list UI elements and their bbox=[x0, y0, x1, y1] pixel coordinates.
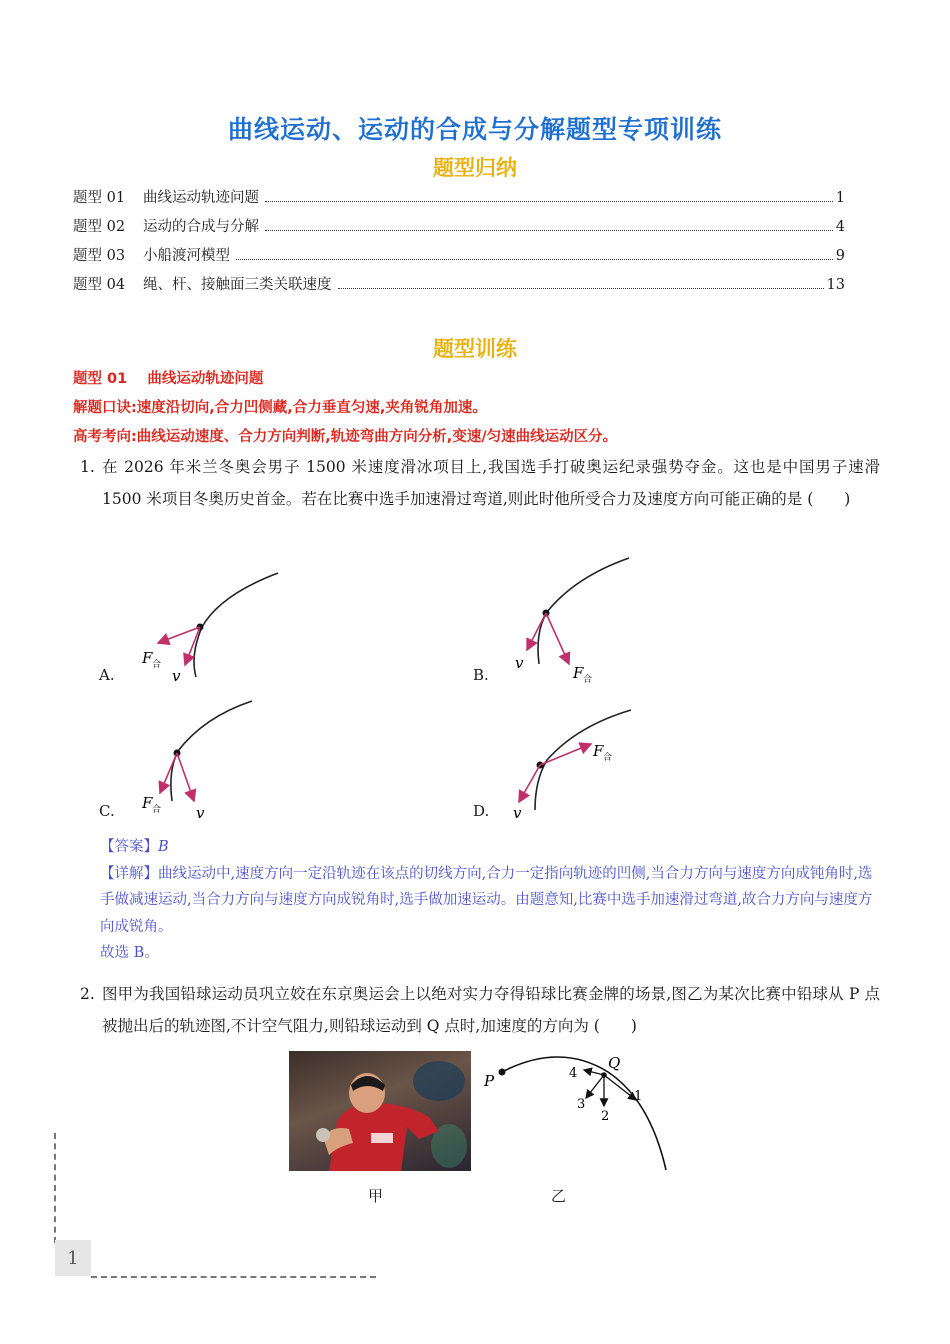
page-border-vertical bbox=[54, 1133, 56, 1243]
toc-page: 13 bbox=[826, 277, 845, 293]
detail-line bbox=[100, 861, 880, 941]
point-p bbox=[499, 1069, 506, 1076]
toc-page: 9 bbox=[835, 248, 845, 264]
toc-code: 题型 02 bbox=[73, 219, 126, 235]
toc-leader bbox=[265, 200, 833, 202]
athlete-illustration bbox=[289, 1051, 471, 1171]
force-subscript: 合 bbox=[152, 805, 162, 815]
point-p-label: P bbox=[484, 1072, 495, 1090]
page-title: 曲线运动、运动的合成与分解题型专项训练 bbox=[227, 115, 722, 144]
answer-tag: 【答案】 bbox=[100, 839, 158, 855]
option-c-label[interactable]: C. bbox=[99, 802, 115, 820]
arrow-1 bbox=[604, 1075, 636, 1100]
toc-code: 题型 03 bbox=[73, 248, 126, 264]
question-text: 图甲为我国铅球运动员巩立姣在东京奥运会上以绝对实力夺得铅球比赛金牌的场景,图乙为某次比赛中铅球从 P 点被抛出后的轨迹图,不计空气阻力,则铅球运动到 Q 点时,加速度的方向为 ( ) bbox=[102, 985, 880, 1035]
trajectory-curve bbox=[538, 558, 629, 664]
force-arrow bbox=[540, 744, 591, 765]
force-label: F bbox=[593, 742, 604, 760]
option-c-diagram bbox=[132, 695, 262, 825]
section-title: 题型 01 曲线运动轨迹问题 bbox=[73, 371, 264, 387]
toc-name: 绳、杆、接触面三类关联速度 bbox=[143, 277, 332, 293]
table-of-contents bbox=[73, 186, 845, 302]
force-label: F bbox=[573, 664, 584, 682]
velocity-label: v bbox=[196, 804, 205, 822]
detail-text: 曲线运动中,速度方向一定沿轨迹在该点的切线方向,合力一定指向轨迹的凹侧,当合力方向与速度方向成钝角时,选手做减速运动,当合力方向与速度方向成锐角时,选手做加速运动。由题意知,比赛中选手加速滑过弯道,故合力方向与速度方向成锐角。 bbox=[100, 865, 873, 935]
force-label: F bbox=[142, 649, 153, 667]
velocity-arrow bbox=[519, 765, 540, 802]
force-subscript: 合 bbox=[152, 660, 162, 670]
velocity-arrow bbox=[527, 613, 546, 650]
detail-tag: 【详解】 bbox=[100, 865, 158, 882]
arrow-4 bbox=[584, 1070, 604, 1075]
force-arrow bbox=[546, 613, 569, 664]
training-heading: 题型训练 bbox=[433, 337, 517, 361]
toc-row[interactable] bbox=[73, 244, 845, 273]
figure-b-caption: 乙 bbox=[551, 1187, 567, 1205]
question-2 bbox=[80, 978, 880, 1042]
velocity-label: v bbox=[515, 654, 524, 672]
toc-row[interactable] bbox=[73, 215, 845, 244]
answer-value: B bbox=[158, 839, 169, 855]
arrow-2-label: 2 bbox=[601, 1109, 610, 1124]
toc-leader bbox=[265, 229, 833, 231]
toc-name: 运动的合成与分解 bbox=[143, 219, 259, 235]
page-border-horizontal bbox=[91, 1276, 376, 1278]
force-subscript: 合 bbox=[583, 675, 593, 685]
option-b-label[interactable]: B. bbox=[473, 666, 489, 684]
force-label: F bbox=[142, 794, 153, 812]
arrow-4-label: 4 bbox=[569, 1066, 578, 1081]
velocity-arrow bbox=[177, 753, 194, 801]
trajectory-diagram bbox=[480, 1048, 675, 1173]
option-d-label[interactable]: D. bbox=[473, 802, 490, 820]
trajectory-curve bbox=[535, 710, 631, 810]
toc-heading: 题型归纳 bbox=[433, 156, 517, 180]
exam-trend: 高考考向:曲线运动速度、合力方向判断,轨迹弯曲方向分析,变速/匀速曲线运动区分。 bbox=[73, 429, 618, 445]
point-q-label: Q bbox=[608, 1054, 621, 1072]
shot-trajectory bbox=[502, 1057, 666, 1170]
answer-line bbox=[100, 834, 880, 861]
toc-page: 4 bbox=[835, 219, 845, 235]
toc-name: 小船渡河模型 bbox=[143, 248, 230, 264]
answer-block bbox=[100, 834, 880, 967]
option-d-diagram bbox=[505, 706, 640, 826]
trajectory-curve bbox=[171, 701, 252, 801]
figure-a-caption: 甲 bbox=[368, 1187, 384, 1205]
toc-row[interactable] bbox=[73, 273, 845, 302]
arrow-3-label: 3 bbox=[577, 1097, 586, 1112]
toc-leader bbox=[338, 287, 824, 289]
solving-tip: 解题口诀:速度沿切向,合力凹侧藏,合力垂直匀速,夹角锐角加速。 bbox=[73, 400, 487, 416]
toc-code: 题型 01 bbox=[73, 190, 126, 206]
toc-code: 题型 04 bbox=[73, 277, 126, 293]
option-b-diagram bbox=[505, 552, 640, 687]
velocity-label: v bbox=[172, 667, 181, 685]
option-a-label[interactable]: A. bbox=[99, 666, 115, 684]
question-text: 在 2026 年米兰冬奥会男子 1500 米速度滑冰项目上,我国选手打破奥运纪录强势夺金。这也是中国男子速滑 1500 米项目冬奥历史首金。若在比赛中选手加速滑过弯道,则此时他所受合力及速度方向可能正确的是 ( ) bbox=[102, 458, 880, 508]
arrow-3 bbox=[586, 1075, 604, 1098]
conclusion-line: 故选 B。 bbox=[100, 945, 159, 961]
velocity-label: v bbox=[513, 804, 522, 822]
question-number: 1. bbox=[80, 458, 95, 476]
trajectory-curve bbox=[194, 573, 278, 677]
option-a-diagram bbox=[130, 565, 290, 690]
force-arrow bbox=[160, 753, 177, 793]
question-number: 2. bbox=[80, 985, 95, 1003]
force-subscript: 合 bbox=[603, 753, 613, 763]
toc-page: 1 bbox=[835, 190, 845, 206]
page-number: 1 bbox=[55, 1240, 91, 1276]
toc-row[interactable] bbox=[73, 186, 845, 215]
shot-put-photo bbox=[289, 1051, 471, 1171]
question-1 bbox=[80, 451, 880, 515]
force-arrow bbox=[158, 627, 200, 643]
arrow-1-label: 1 bbox=[634, 1089, 643, 1104]
toc-name: 曲线运动轨迹问题 bbox=[143, 190, 259, 206]
toc-leader bbox=[236, 258, 833, 260]
